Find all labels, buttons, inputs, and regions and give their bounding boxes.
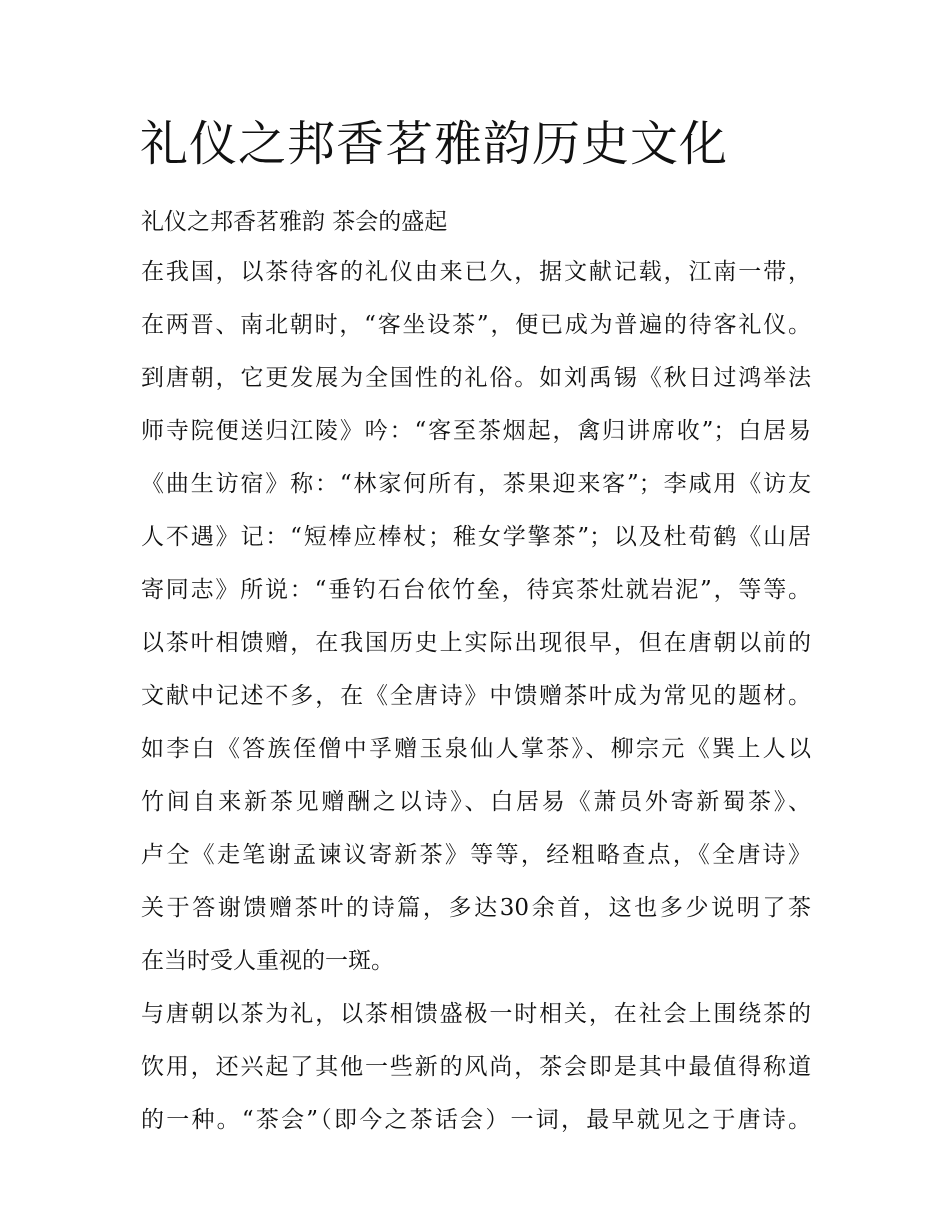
body-line: 关于答谢馈赠茶叶的诗篇，多达30余首，这也多少说明了茶 bbox=[141, 895, 811, 921]
document-subtitle: 礼仪之邦香茗雅韵 茶会的盛起 bbox=[141, 209, 448, 235]
body-line: 到唐朝，它更发展为全国性的礼俗。如刘禹锡《秋日过鸿举法 bbox=[141, 365, 811, 391]
body-line: 《曲生访宿》称：“林家何所有，茶果迎来客”；李咸用《访友 bbox=[141, 471, 811, 497]
body-line: 在当时受人重视的一斑。 bbox=[141, 948, 394, 974]
body-line: 寄同志》所说：“垂钓石台依竹垒，待宾茶灶就岩泥”，等等。 bbox=[141, 577, 811, 603]
body-line: 与唐朝以茶为礼，以茶相馈盛极一时相关，在社会上围绕茶的 bbox=[141, 1001, 811, 1027]
body-line: 人不遇》记：“短棒应棒杖；稚女学擎茶”；以及杜荀鹤《山居 bbox=[141, 524, 811, 550]
document-title: 礼仪之邦香茗雅韵历史文化 bbox=[140, 116, 729, 172]
body-line: 以茶叶相馈赠，在我国历史上实际出现很早，但在唐朝以前的 bbox=[141, 630, 811, 656]
body-line: 的一种。“茶会”（即今之茶话会）一词，最早就见之于唐诗。 bbox=[141, 1107, 811, 1133]
body-line: 在两晋、南北朝时，“客坐设茶”，便已成为普遍的待客礼仪。 bbox=[141, 312, 811, 338]
body-line: 师寺院便送归江陵》吟：“客至茶烟起，禽归讲席收”；白居易 bbox=[141, 418, 811, 444]
body-line: 如李白《答族侄僧中孚赠玉泉仙人掌茶》、柳宗元《巽上人以 bbox=[141, 736, 811, 762]
body-line: 饮用，还兴起了其他一些新的风尚，茶会即是其中最值得称道 bbox=[141, 1054, 811, 1080]
body-line: 竹间自来新茶见赠酬之以诗》、白居易《萧员外寄新蜀茶》、 bbox=[141, 789, 811, 815]
body-line: 文献中记述不多，在《全唐诗》中馈赠茶叶成为常见的题材。 bbox=[141, 683, 811, 709]
body-line: 卢仝《走笔谢孟谏议寄新茶》等等，经粗略查点，《全唐诗》 bbox=[141, 842, 811, 868]
body-line: 在我国，以茶待客的礼仪由来已久，据文献记载，江南一带， bbox=[141, 259, 811, 285]
